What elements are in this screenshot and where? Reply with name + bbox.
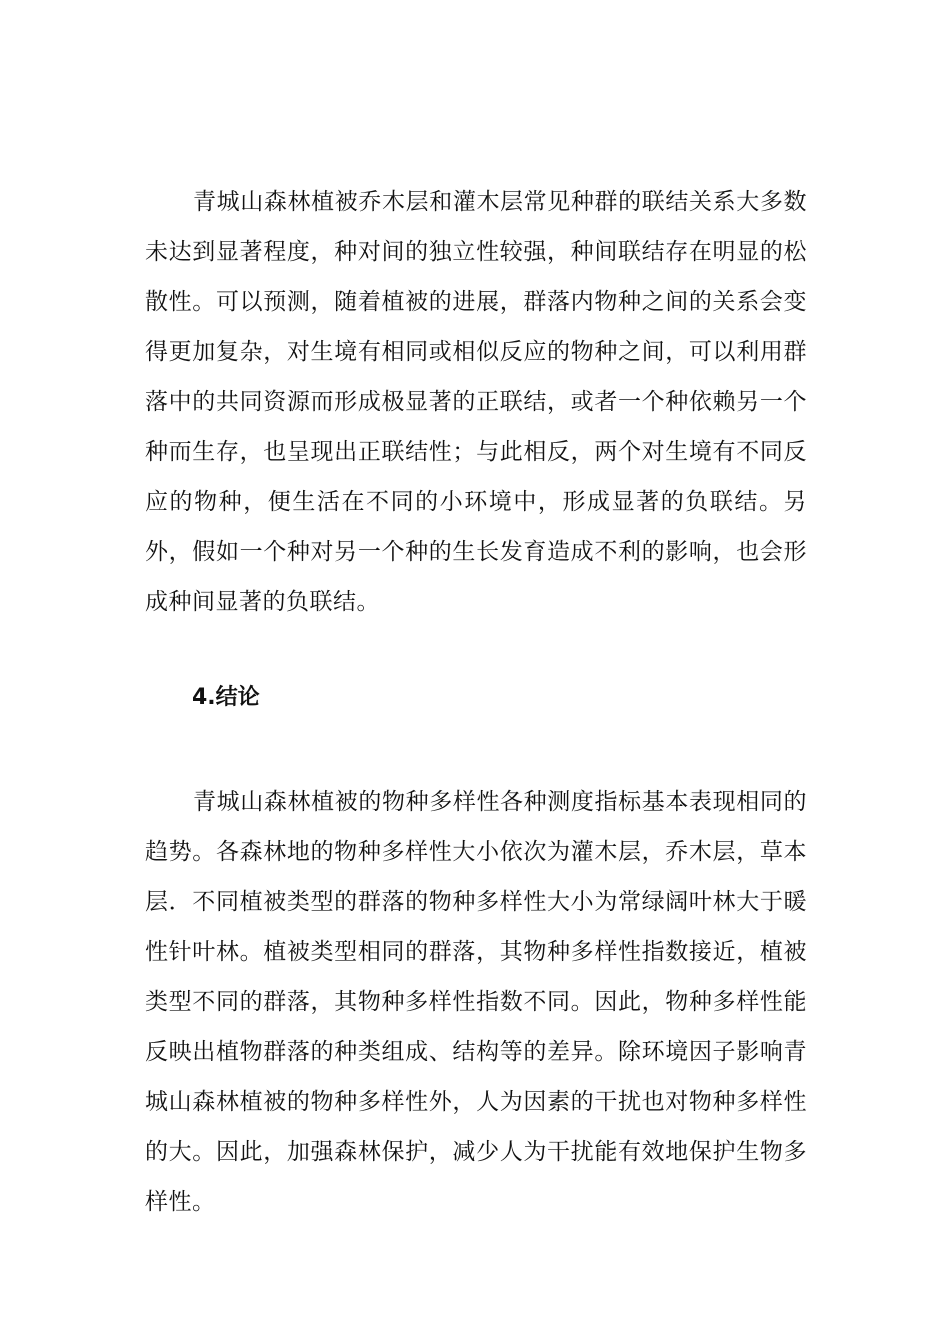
body-paragraph: 青城山森林植被的物种多样性各种测度指标基本表现相同的趋势。各森林地的物种多样性大小依次为灌木层，乔木层，草本层．不同植被类型的群落的物种多样性大小为常绿阔叶林大于暖性针叶林。植被类型相同的群落，其物种多样性指数接近，植被类型不同的群落，其物种多样性指数不同。因此，物种多样性能反映出植物群落的种类组成、结构等的差异。除环境因子影响青城山森林植被的物种多样性外，人为因素的干扰也对物种多样性的大。因此，加强森林保护，减少人为干扰能有效地保护生物多样性。 <box>145 789 807 1215</box>
section-heading: 4.结论 <box>192 685 260 710</box>
body-paragraph: 青城山森林植被乔木层和灌木层常见种群的联结关系大多数未达到显著程度，种对间的独立性较强，种间联结存在明显的松散性。可以预测，随着植被的进展，群落内物种之间的关系会变得更加复杂，对生境有相同或相似反应的物种之间，可以利用群落中的共同资源而形成极显著的正联结，或者一个种依赖另一个种而生存，也呈现出正联结性；与此相反，两个对生境有不同反应的物种，便生活在不同的小环境中，形成显著的负联结。另外，假如一个种对另一个种的生长发育造成不利的影响，也会形成种间显著的负联结。 <box>145 189 807 615</box>
